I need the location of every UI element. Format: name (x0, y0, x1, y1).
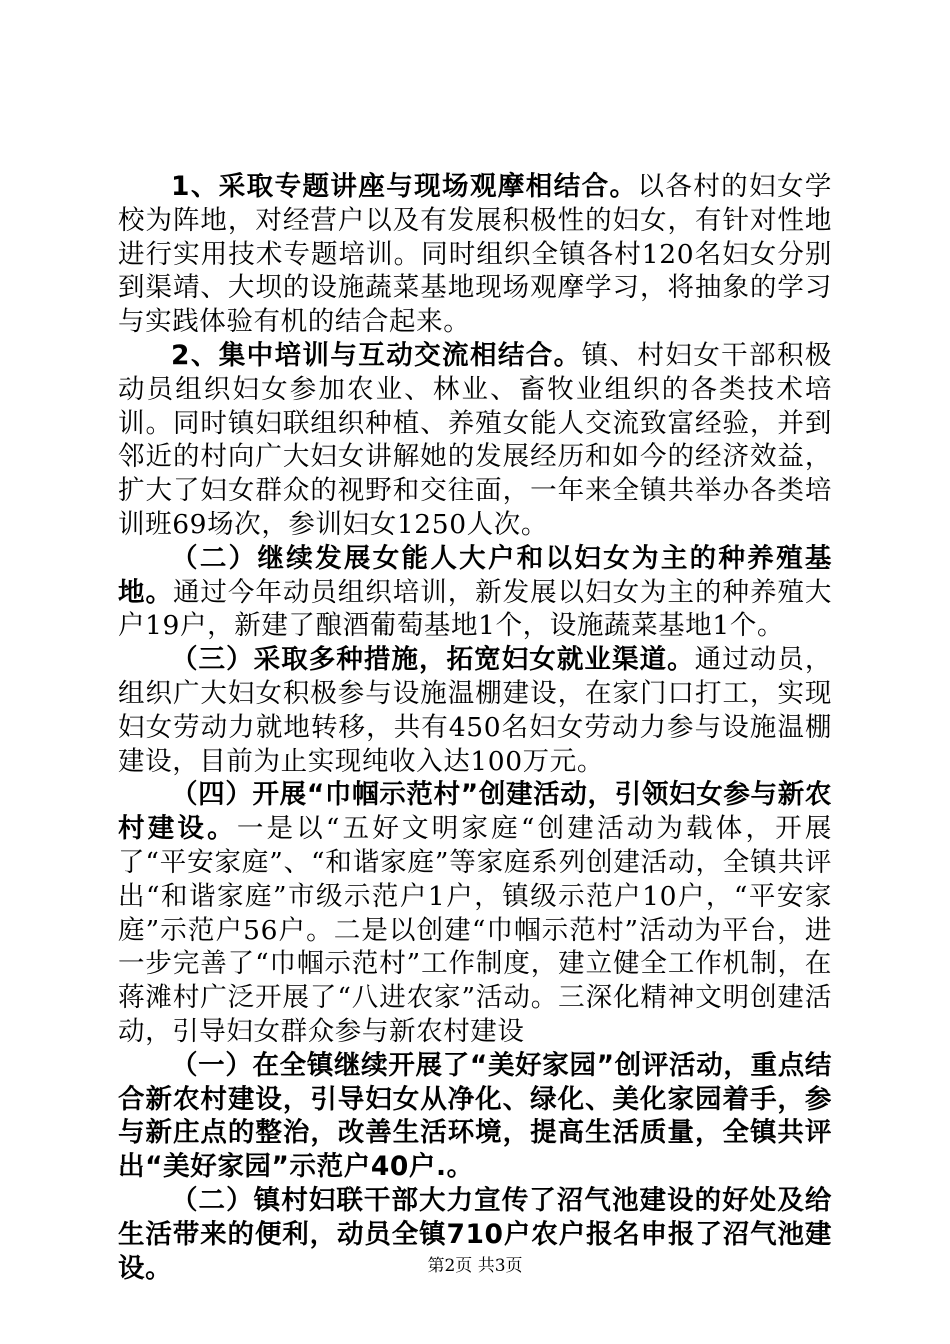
paragraph-4 (118, 643, 832, 778)
paragraph-3 (118, 542, 832, 643)
paragraph-2 (118, 339, 832, 542)
paragraph-1-body: 以各村的妇女学校为阵地，对经营户以及有发展积极性的妇女，有针对性地进行实用技术专题培训。同时组织全镇各村120名妇女分别到渠靖、大坝的设施蔬菜基地现场观摩学习，将抽象的学习与实践体验有机的结合起来。 (118, 171, 833, 338)
paragraph-2-lead: 2、集中培训与互动交流相结合。 (171, 339, 582, 371)
paragraph-3-body: 通过今年动员组织培训，新发展以妇女为主的种养殖大户19户，新建了酿酒葡萄基地1个，设施蔬菜基地1个。 (118, 576, 832, 642)
paragraph-7: （二）镇村妇联干部大力宣传了沼气池建设的好处及给生活带来的便利，动员全镇710户农户报名申报了沼气池建设。 (118, 1184, 832, 1284)
paragraph-1 (118, 170, 832, 339)
paragraph-4-body: 通过动员，组织广大妇女积极参与设施温棚建设，在家门口打工，实现妇女劳动力就地转移，共有450名妇女劳动力参与设施温棚建设，目前为止实现纯收入达100万元。 (118, 644, 832, 777)
paragraph-5 (118, 778, 832, 1048)
paragraph-4-lead: （三）采取多种措施，拓宽妇女就业渠道。 (171, 644, 695, 676)
paragraph-5-lead: （四）开展“巾帼示范村”创建活动，引领妇女参与新农村建设。 (118, 779, 832, 845)
page-footer: 第2页 共3页 (427, 1256, 523, 1276)
paragraph-6: （一）在全镇继续开展了“美好家园”创评活动，重点结合新农村建设，引导妇女从净化、绿化、美化家园着手，参与新庄点的整治，改善生活环境，提高生活质量，全镇共评出“美好家园”示范户40户.。 (118, 1049, 832, 1183)
document-body (118, 170, 832, 1285)
paragraph-1-lead: 1、采取专题讲座与现场观摩相结合。 (171, 171, 638, 202)
paragraph-3-lead: （二）继续发展女能人大户和以妇女为主的种养殖基地。 (118, 542, 832, 608)
paragraph-2-body: 镇、村妇女干部积极动员组织妇女参加农业、林业、畜牧业组织的各类技术培训。同时镇妇联组织种植、养殖女能人交流致富经验，并到邻近的村向广大妇女讲解她的发展经历和如今的经济效益，扩大了妇女群众的视野和交往面，一年来全镇共举办各类培训班69场次，参训妇女1250人次。 (118, 339, 832, 540)
paragraph-5-body: 一是以“五好文明家庭“创建活动为载体，开展了“平安家庭”、“和谐家庭”等家庭系列创建活动，全镇共评出“和谐家庭”市级示范户1户，镇级示范户10户，“平安家庭”示范户56户。二是以创建“巾帼示范村”活动为平台，进一步完善了“巾帼示范村”工作制度，建立健全工作机制，在蒋滩村广泛开展了“八进农家”活动。三深化精神文明创建活动，引导妇女群众参与新农村建设 (118, 813, 832, 1047)
